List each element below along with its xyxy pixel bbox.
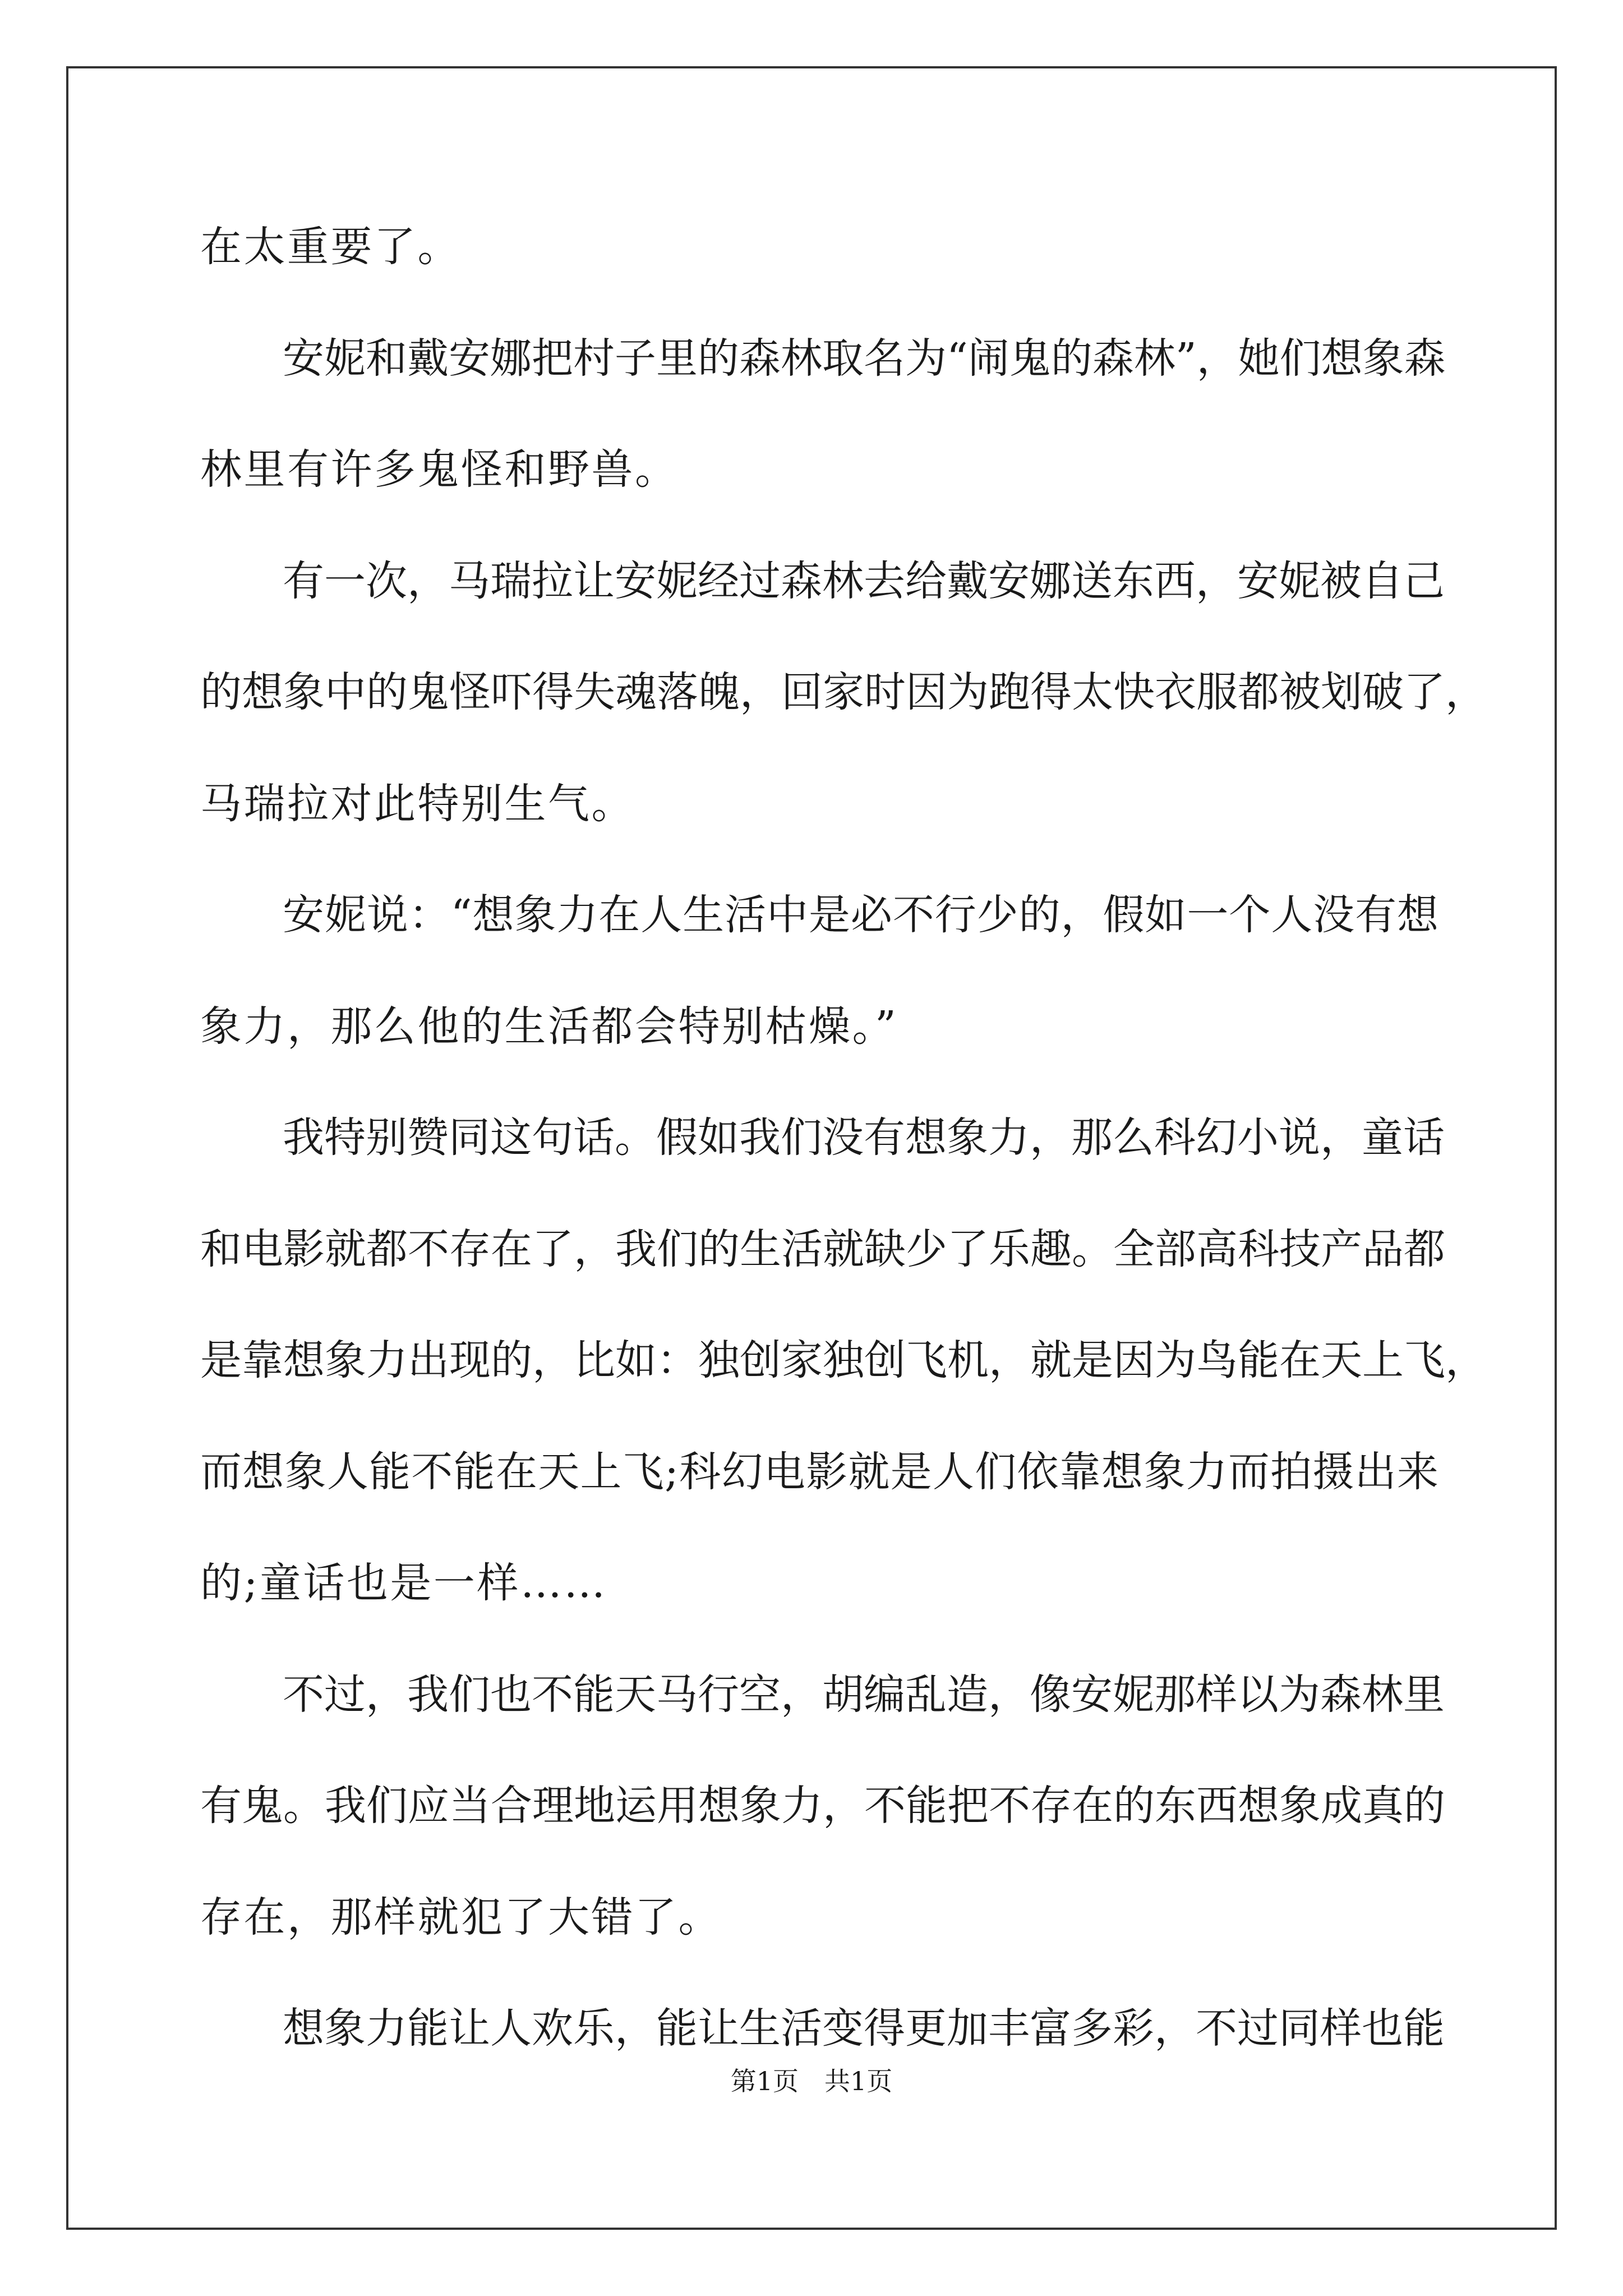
text-line: 我特别赞同这句话。假如我们没有想象力，那么科幻小说，童话 — [283, 1114, 1445, 1162]
text-line: 而想象人能不能在天上飞;科幻电影就是人们依靠想象力而拍摄出来 — [200, 1448, 1438, 1496]
text-line: 的;童话也是一样…… — [200, 1559, 607, 1607]
text-line: 林里有许多鬼怪和野兽。 — [200, 445, 679, 494]
page-number-current: 第1页 — [730, 2066, 799, 2096]
page-footer — [0, 2064, 1623, 2098]
text-line: 想象力能让人欢乐，能让生活变得更加丰富多彩，不过同样也能 — [283, 2004, 1445, 2053]
text-line: 存在，那样就犯了大错了。 — [200, 1893, 722, 1941]
text-line: 在太重要了。 — [200, 223, 461, 271]
text-line: 安妮说：“想象力在人生活中是必不行少的，假如一个人没有想 — [283, 891, 1438, 939]
text-line: 安妮和戴安娜把村子里的森林取名为“闹鬼的森林”，她们想象森 — [283, 334, 1446, 383]
text-line: 有一次，马瑞拉让安妮经过森林去给戴安娜送东西，安妮被自己 — [283, 557, 1445, 605]
text-line: 象力，那么他的生活都会特别枯燥。” — [200, 1002, 898, 1051]
text-line: 不过，我们也不能天马行空，胡编乱造，像安妮那样以为森林里 — [283, 1671, 1445, 1719]
text-line: 是靠想象力出现的，比如：独创家独创飞机，就是因为鸟能在天上飞， — [200, 1336, 1487, 1384]
text-line: 有鬼。我们应当合理地运用想象力，不能把不存在的东西想象成真的 — [200, 1782, 1445, 1830]
text-line: 的想象中的鬼怪吓得失魂落魄，回家时因为跑得太快衣服都被划破了， — [200, 668, 1487, 716]
page-number-total: 共1页 — [824, 2066, 893, 2096]
text-line: 和电影就都不存在了，我们的生活就缺少了乐趣。全部高科技产品都 — [200, 1225, 1445, 1273]
text-line: 马瑞拉对此特别生气。 — [200, 780, 635, 828]
